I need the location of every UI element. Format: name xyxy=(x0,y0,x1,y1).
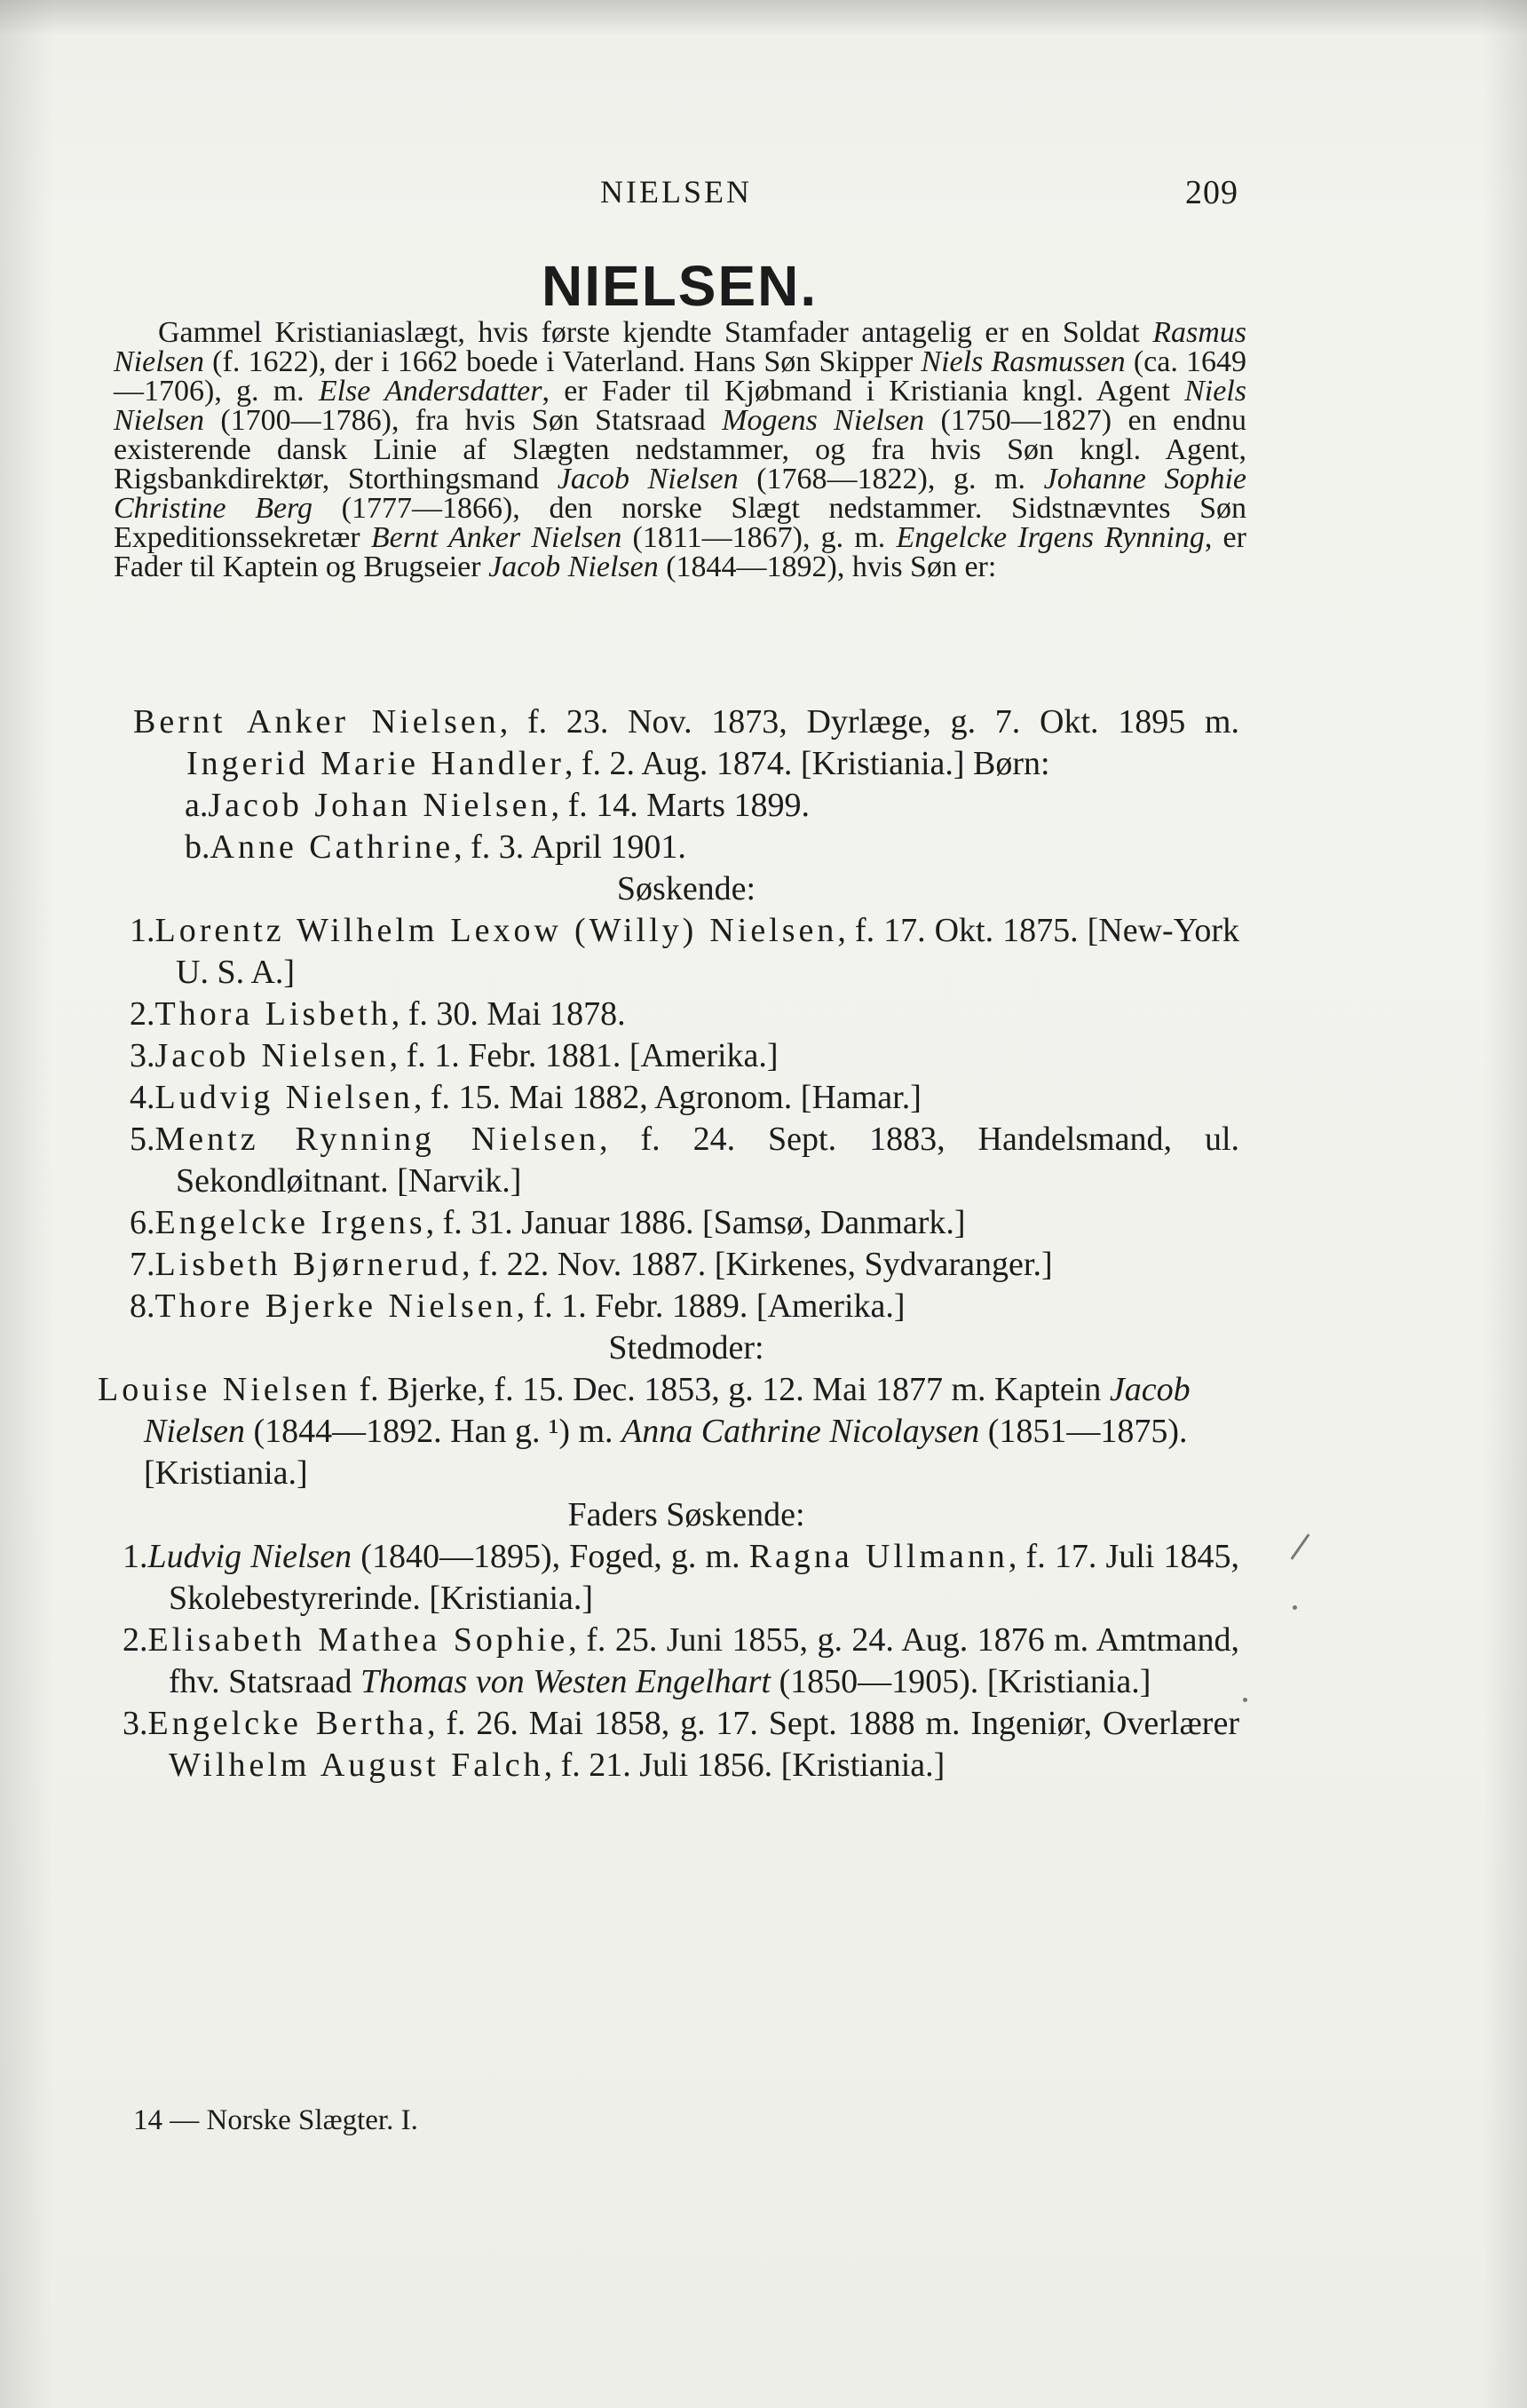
sibling-entry xyxy=(130,1202,1239,1244)
intro-fragment: (1844—1892), hvis Søn er: xyxy=(658,551,997,583)
intro-name: Niels Rasmussen xyxy=(921,345,1126,378)
margin-dot xyxy=(1293,1605,1297,1610)
siblings-list xyxy=(130,910,1239,1327)
fathers-sibling-text: , f. 26. Mai 1858, g. 17. Sept. 1888 m. Ingeniør, Overlærer xyxy=(427,1705,1239,1742)
sibling-text: , f. 22. Nov. 1887. [Kirkenes, Sydvaranger.] xyxy=(462,1246,1053,1283)
sibling-text: , f. 17. Okt. 1875. [New-York U. S. A.] xyxy=(176,912,1239,991)
sibling-text: , f. 1. Febr. 1881. [Amerika.] xyxy=(389,1037,779,1074)
entries xyxy=(98,701,1239,1786)
sibling-number: 6. xyxy=(130,1204,155,1241)
fathers-sibling-number: 1. xyxy=(123,1538,148,1575)
fathers-sibling-entry xyxy=(123,1620,1239,1703)
sibling-entry xyxy=(130,1035,1239,1077)
fathers-sibling-text: , f. 17. Juli 1845, Skolebestyrerinde. [Kristiania.] xyxy=(169,1538,1239,1617)
fathers-sibling-number: 2. xyxy=(123,1621,148,1659)
fathers-sibling-name: Elisabeth Mathea Sophie xyxy=(147,1621,569,1659)
child-label: b. xyxy=(185,828,210,866)
intro-text xyxy=(114,318,1246,582)
sibling-entry xyxy=(130,1244,1239,1286)
sibling-text: , f. 24. Sept. 1883, Handelsmand, ul. Sekondløitnant. [Narvik.] xyxy=(176,1121,1239,1200)
fathers-siblings-heading: Faders Søskende: xyxy=(567,1496,805,1533)
fathers-sibling-text: (1840—1895), Foged, g. m. xyxy=(352,1538,749,1575)
main-person-spouse: Ingerid Marie Handler xyxy=(186,745,565,782)
margin-pencil-mark xyxy=(1291,1533,1310,1560)
sibling-number: 4. xyxy=(130,1079,155,1116)
intro-fragment: (1811—1867), g. m. xyxy=(621,521,897,554)
intro-fragment: (f. 1622), der i 1662 boede i Vaterland. Hans Søn Skipper xyxy=(203,345,922,378)
scan-shadow-left xyxy=(0,0,53,2408)
siblings-heading: Søskende: xyxy=(616,870,756,907)
sibling-number: 1. xyxy=(130,912,155,949)
sibling-number: 5. xyxy=(130,1121,155,1158)
footer-signature: 14 — Norske Slægter. I. xyxy=(133,2104,418,2136)
fathers-sibling-text: , f. 21. Juli 1856. [Kristiania.] xyxy=(543,1747,945,1784)
fathers-sibling-entry xyxy=(123,1703,1239,1786)
child-text: , f. 3. April 1901. xyxy=(454,828,686,866)
intro-fragment: (1700—1786), fra hvis Søn Statsraad xyxy=(203,404,723,437)
sibling-text: , f. 15. Mai 1882, Agronom. [Hamar.] xyxy=(413,1079,922,1116)
fathers-sibling-text: (1850—1905). [Kristiania.] xyxy=(770,1663,1151,1700)
fathers-sibling-number: 3. xyxy=(123,1705,148,1742)
sibling-text: , f. 1. Febr. 1889. [Amerika.] xyxy=(516,1287,906,1325)
fathers-sibling-name: Wilhelm August Falch xyxy=(169,1747,544,1784)
fathers-sibling-name: Ragna Ullmann xyxy=(748,1538,1009,1575)
child-label: a. xyxy=(185,787,209,824)
sibling-number: 2. xyxy=(130,995,155,1033)
intro-name: Jacob Nielsen xyxy=(557,463,739,495)
child-entry xyxy=(185,785,1239,827)
intro-name: Bernt Anker Nielsen xyxy=(370,521,622,554)
fathers-sibling-entry xyxy=(123,1536,1239,1620)
sibling-entry xyxy=(130,910,1239,994)
main-person-name: Bernt Anker Nielsen xyxy=(133,703,500,741)
main-person-text: , f. 23. Nov. 1873, Dyrlæge, g. 7. Okt. 1895 m. xyxy=(499,703,1239,741)
sibling-entry xyxy=(130,1286,1239,1327)
stepmother-text2: (1844—1892. Han g. ¹) m. xyxy=(244,1413,622,1450)
stepmother-text: f. Bjerke, f. 15. Dec. 1853, g. 12. Mai 1877 m. Kaptein xyxy=(351,1371,1110,1408)
intro-name: Engelcke Irgens Rynning xyxy=(896,521,1205,554)
sibling-entry xyxy=(130,1077,1239,1119)
child-entry xyxy=(185,827,1239,868)
sibling-name: Mentz Rynning Nielsen xyxy=(154,1121,599,1158)
intro-name: Rasmus Nielsen xyxy=(114,316,1246,378)
stepmother-name: Louise Nielsen xyxy=(98,1371,352,1408)
intro-fragment: , er Fader til Kjøbmand i Kristiania kngl. Agent xyxy=(542,375,1185,408)
sibling-name: Jacob Nielsen xyxy=(154,1037,390,1074)
child-name: Anne Cathrine xyxy=(210,828,455,866)
sibling-number: 3. xyxy=(130,1037,155,1074)
intro-name: Johanne Sophie Christine Berg xyxy=(114,463,1247,525)
stepmother-heading: Stedmoder: xyxy=(608,1329,764,1366)
intro-paragraph xyxy=(114,318,1246,582)
stepmother-husband: Jacob Nielsen xyxy=(144,1371,1191,1450)
fathers-sibling-name: Engelcke Bertha xyxy=(147,1705,427,1742)
sibling-number: 8. xyxy=(130,1287,155,1325)
running-title: NIELSEN xyxy=(600,174,752,210)
sibling-name: Ludvig Nielsen xyxy=(154,1079,414,1116)
sibling-name: Lorentz Wilhelm Lexow (Willy) Nielsen xyxy=(154,912,838,949)
intro-name: Mogens Nielsen xyxy=(722,404,925,437)
fathers-sibling-name: Ludvig Nielsen xyxy=(147,1538,352,1575)
sibling-name: Thora Lisbeth xyxy=(154,995,392,1033)
page-number: 209 xyxy=(1185,174,1238,211)
scan-shadow-right xyxy=(1483,0,1527,2408)
main-person-entry xyxy=(133,701,1239,785)
intro-name: Jacob Nielsen xyxy=(488,551,659,583)
sibling-entry xyxy=(130,994,1239,1035)
sibling-name: Lisbeth Bjørnerud xyxy=(154,1246,463,1283)
sibling-number: 7. xyxy=(130,1246,155,1283)
intro-fragment: , er Fader til Kaptein og Brugseier xyxy=(114,521,1246,583)
intro-fragment: Gammel Kristianiaslægt, hvis første kjendte Stamfader antagelig er en Soldat xyxy=(158,316,1153,349)
fathers-sibling-text: , f. 25. Juni 1855, g. 24. Aug. 1876 m. Amtmand, fhv. Statsraad xyxy=(169,1621,1239,1700)
page-title: NIELSEN. xyxy=(542,254,819,318)
stepmother-text3: (1851—1875). [Kristiania.] xyxy=(144,1413,1188,1492)
intro-fragment: (ca. 1649—1706), g. m. xyxy=(114,345,1247,408)
intro-name: Else Andersdatter xyxy=(318,375,542,408)
intro-fragment: (1777—1866), den norske Slægt nedstammer. Sidstnævntes Søn Expeditionssekretær xyxy=(114,492,1246,554)
margin-dot xyxy=(1243,1698,1247,1702)
main-person-text2: , f. 2. Aug. 1874. [Kristiania.] Børn: xyxy=(564,745,1050,782)
children-list xyxy=(133,785,1239,868)
stepmother-entry xyxy=(98,1369,1239,1494)
sibling-name: Engelcke Irgens xyxy=(154,1204,426,1241)
fathers-siblings-list xyxy=(123,1536,1239,1786)
sibling-name: Thore Bjerke Nielsen xyxy=(154,1287,517,1325)
fathers-sibling-name: Thomas von Westen Engelhart xyxy=(360,1663,771,1700)
child-name: Jacob Johan Nielsen xyxy=(208,787,551,824)
intro-fragment: (1750—1827) en endnu existerende dansk Linie af Slægten nedstammer, og fra hvis Søn kngl. Agent, Rigsbankdirektør, Storthingsmand xyxy=(114,404,1246,495)
intro-fragment: (1768—1822), g. m. xyxy=(738,463,1044,495)
sibling-text: , f. 30. Mai 1878. xyxy=(391,995,626,1033)
child-text: , f. 14. Marts 1899. xyxy=(550,787,810,824)
scan-shadow-top xyxy=(0,0,1527,36)
intro-name: Niels Nielsen xyxy=(114,375,1246,437)
stepmother-first-wife: Anna Cathrine Nicolaysen xyxy=(621,1413,980,1450)
sibling-entry xyxy=(130,1119,1239,1202)
sibling-text: , f. 31. Januar 1886. [Samsø, Danmark.] xyxy=(425,1204,966,1241)
